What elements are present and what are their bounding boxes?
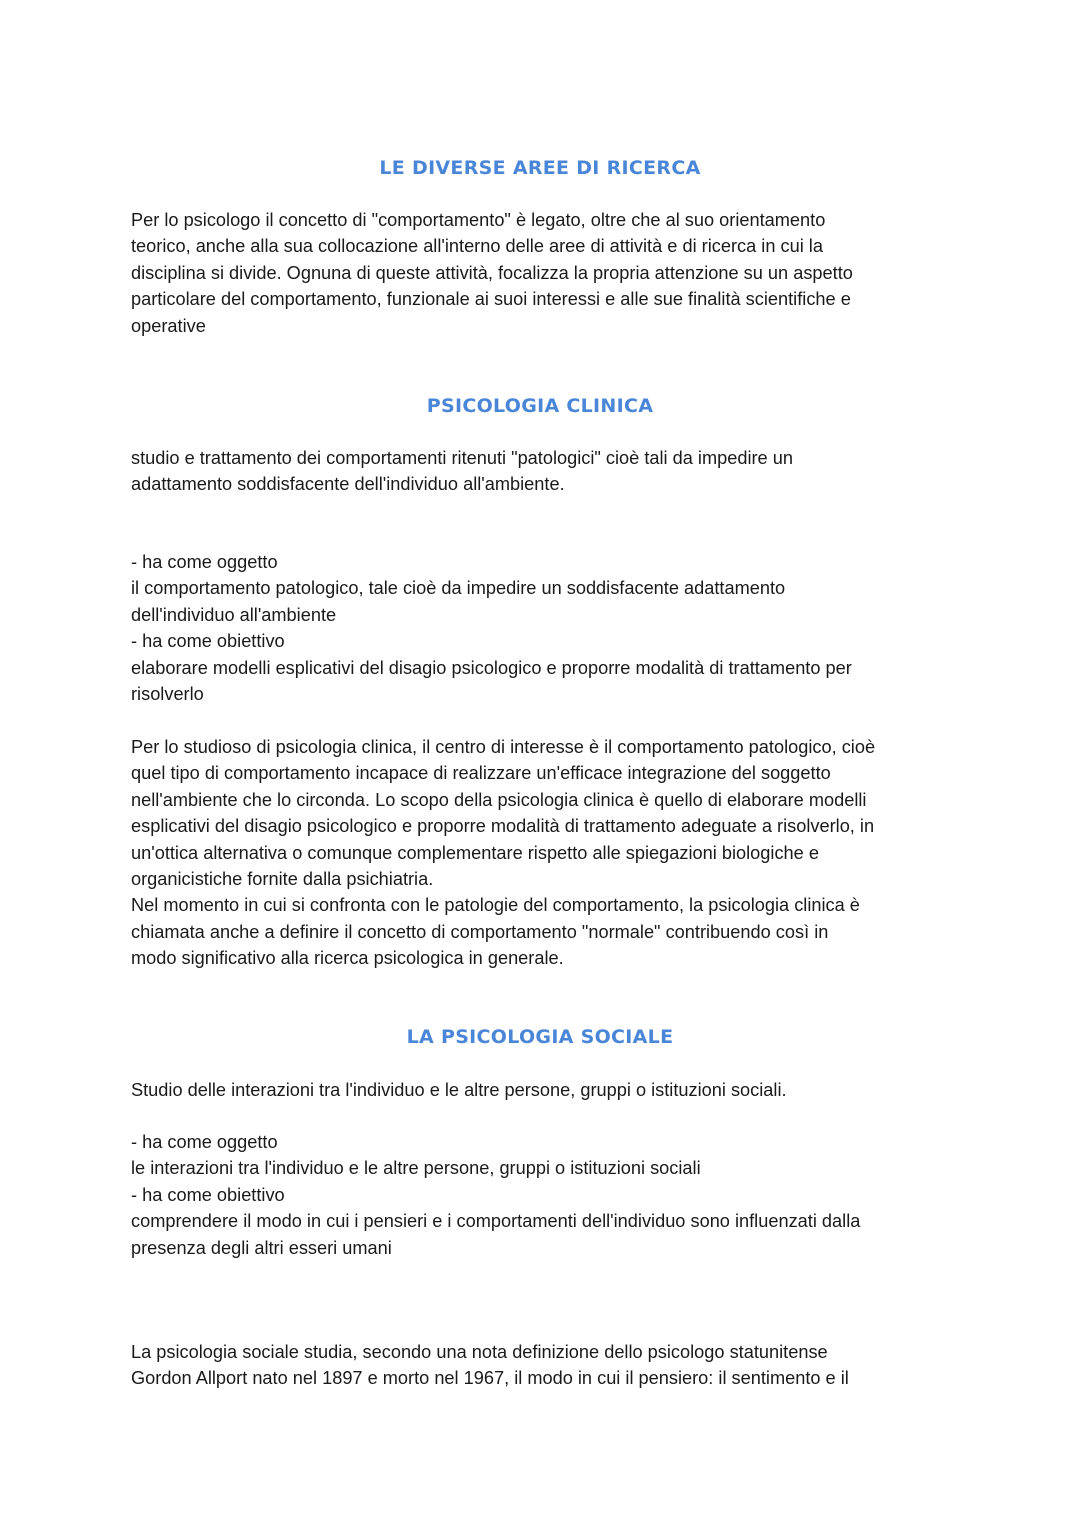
paragraph-clinica-oggetto-obiettivo: - ha come oggetto il comportamento patologico, tale cioè da impedire un soddisfacente adattamento dell'individuo all'ambiente - ha come obiettivo elaborare modelli esplicativi del disagio psicologico e proporre modalità di trattamento per risolverlo — [131, 552, 852, 705]
paragraph-clinica-description: Per lo studioso di psicologia clinica, il centro di interesse è il comportamento patologico, cioè quel tipo di comportamento incapace di realizzare un'efficace integrazione del soggetto nell'ambiente che lo circonda. Lo scopo della psicologia clinica è quello di elaborare modelli esplicativi del disagio psicologico e proporre modalità di trattamento adeguate a risolverlo, in un'ottica alternativa o comunque complementare rispetto alle spiegazioni biologiche e organicistiche fornite dalla psichiatria. Nel momento in cui si confronta con le patologie del comportamento, la psicologia clinica è chiamata anche a definire il concetto di comportamento "normale" contribuendo così in modo significativo alla ricerca psicologica in generale. — [131, 737, 876, 969]
paragraph-intro: Per lo psicologo il concetto di "comportamento" è legato, oltre che al suo orientamento teorico, anche alla sua collocazione all'interno delle aree di attività e di ricerca in cui la disciplina si divide. Ognuna di queste attività, focalizza la propria attenzione su un aspetto particolare del comportamento, funzionale ai suoi interessi e alle sue finalità scientifiche e operative — [131, 210, 853, 336]
paragraph-clinica-definition: studio e trattamento dei comportamenti ritenuti "patologici" cioè tali da impedire un adattamento soddisfacente dell'individuo all'ambiente. — [131, 448, 793, 495]
paragraph-sociale-definition: Studio delle interazioni tra l'individuo e le altre persone, gruppi o istituzioni sociali. — [131, 1080, 787, 1100]
paragraph-sociale-oggetto-obiettivo: - ha come oggetto le interazioni tra l'individuo e le altre persone, gruppi o istituzioni sociali - ha come obiettivo comprendere il modo in cui i pensieri e i comportamenti dell'individuo sono influenzati dalla presenza degli altri esseri umani — [131, 1132, 861, 1258]
section-heading-aree-ricerca: LE DIVERSE AREE DI RICERCA — [379, 157, 701, 179]
paragraph-sociale-allport: La psicologia sociale studia, secondo una nota definizione dello psicologo statunitense Gordon Allport nato nel 1897 e morto nel 1967, il modo in cui il pensiero: il sentimento e il — [131, 1342, 849, 1389]
section-heading-psicologia-clinica: PSICOLOGIA CLINICA — [426, 395, 654, 417]
section-heading-psicologia-sociale: LA PSICOLOGIA SOCIALE — [406, 1026, 674, 1048]
